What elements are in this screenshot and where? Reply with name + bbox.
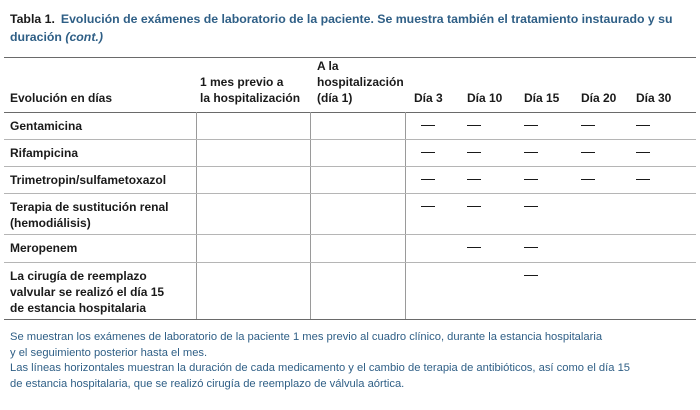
- header-day-30: Día 30: [636, 91, 672, 105]
- duration-dash: [421, 125, 435, 126]
- duration-dash: [467, 152, 481, 153]
- duration-dash: [636, 152, 650, 153]
- row-label: Trimetropin/sulfametoxazol: [10, 173, 167, 187]
- bottom-rule: [4, 319, 696, 320]
- duration-dash: [524, 247, 538, 248]
- row-divider: [4, 193, 696, 194]
- column-divider-days: [405, 112, 406, 319]
- row-label: Rifampicina: [10, 146, 79, 160]
- duration-dash: [524, 275, 538, 276]
- header-day-20: Día 20: [581, 91, 617, 105]
- duration-dash: [524, 206, 538, 207]
- row-label: La cirugía de reemplazo valvular se realizó el día 15 de estancia hospitalaria: [10, 269, 165, 315]
- header-pre-hospitalization: 1 mes previo a la hospitalización: [200, 75, 301, 105]
- duration-dash: [581, 125, 595, 126]
- column-divider-pre: [196, 112, 197, 319]
- duration-dash: [421, 152, 435, 153]
- header-hospitalization: A la hospitalización (día 1): [317, 59, 404, 105]
- duration-dash: [467, 179, 481, 180]
- duration-dash: [636, 179, 650, 180]
- duration-dash: [467, 125, 481, 126]
- header-rule: [4, 112, 696, 113]
- footnote-line: y el seguimiento posterior hasta el mes.: [10, 346, 208, 359]
- row-divider: [4, 139, 696, 140]
- continued-label: (cont.): [65, 30, 103, 44]
- header-evolution-days: Evolución en días: [10, 91, 113, 105]
- header-day-15: Día 15: [524, 91, 560, 105]
- duration-dash: [524, 179, 538, 180]
- footnote-line: Las líneas horizontales muestran la duración de cada medicamento y el cambio de terapia de antibióticos, así como el día 15: [10, 362, 631, 374]
- table-title: [10, 10, 680, 46]
- row-divider: [4, 262, 696, 263]
- duration-dash: [421, 179, 435, 180]
- row-divider: [4, 234, 696, 235]
- footnote: [10, 330, 680, 392]
- header-day-10: Día 10: [467, 91, 503, 105]
- table-caption: Evolución de exámenes de laboratorio de la paciente. Se muestra también el tratamiento instaurado y su duración: [10, 12, 673, 44]
- duration-dash: [524, 125, 538, 126]
- duration-dash: [467, 206, 481, 207]
- duration-dash: [421, 206, 435, 207]
- footnote-line: Se muestran los exámenes de laboratorio de la paciente 1 mes previo al cuadro clínico, durante la estancia hospitalaria: [10, 331, 603, 343]
- row-label: Terapia de sustitución renal (hemodiálisis): [10, 200, 169, 230]
- row-label: Meropenem: [10, 241, 78, 255]
- duration-dash: [581, 152, 595, 153]
- duration-dash: [524, 152, 538, 153]
- duration-dash: [467, 247, 481, 248]
- header-day-3: Día 3: [414, 91, 443, 105]
- row-label: Gentamicina: [10, 119, 83, 133]
- row-divider: [4, 166, 696, 167]
- footnote-line: de estancia hospitalaria, que se realizó cirugía de reemplazo de válvula aórtica.: [10, 377, 405, 390]
- column-divider-hosp: [310, 112, 311, 319]
- duration-dash: [636, 125, 650, 126]
- duration-dash: [581, 179, 595, 180]
- table-number: Tabla 1.: [10, 12, 55, 26]
